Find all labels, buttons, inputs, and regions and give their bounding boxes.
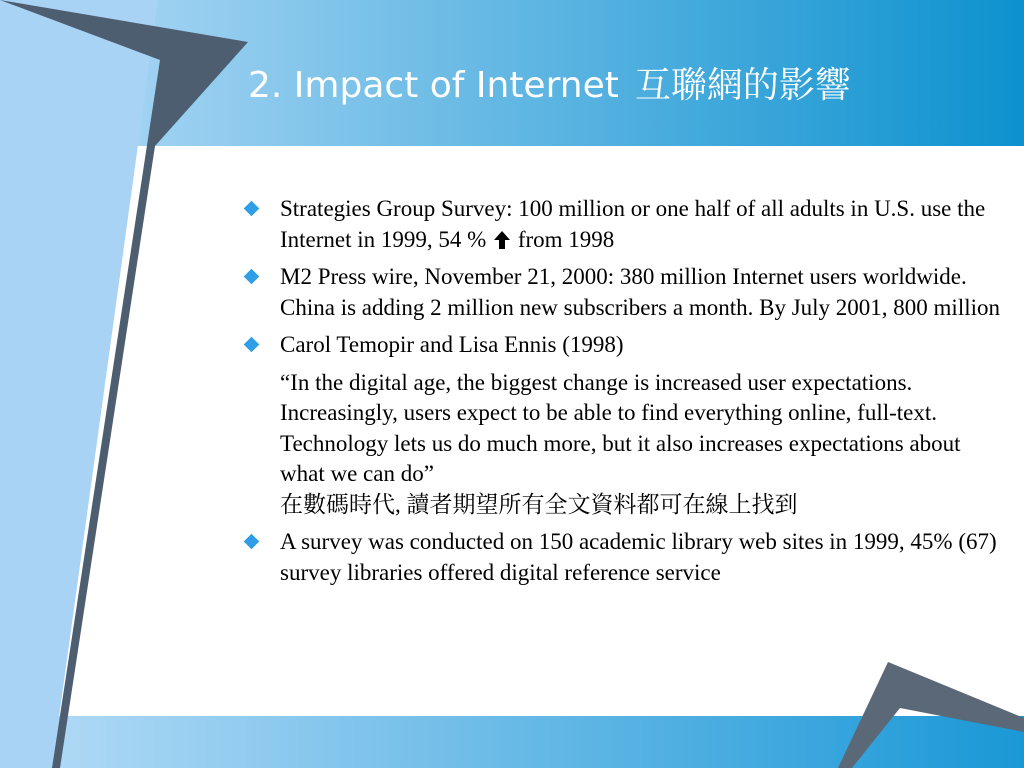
- quote-block: [244, 368, 1004, 521]
- quote-text: “In the digital age, the biggest change is increased user expectations. Increasingly, users expect to be able to find everything online, full-text. Technology lets us do much more, but it also increases expectations about what we can do”: [280, 369, 961, 486]
- bullet-1-text: Strategies Group Survey: 100 million or one half of all adults in U.S. use the Internet in 1999, 54 %: [280, 196, 986, 252]
- bullet-list: [244, 194, 1004, 595]
- bullet-1-text-end: from 1998: [517, 226, 615, 252]
- diamond-bullet-icon: [244, 337, 260, 353]
- bullet-4-text: A survey was conducted on 150 academic library web sites in 1999, 45% (67) survey libraries offered digital reference service: [280, 529, 997, 585]
- bullet-item-4: [244, 527, 1004, 588]
- title-text: 2. Impact of Internet: [248, 65, 619, 106]
- diamond-bullet-icon: [244, 201, 260, 217]
- bullet-2-text: M2 Press wire, November 21, 2000: 380 million Internet users worldwide. China is adding 2 million new subscribers a month. By July 2001, 800 million: [280, 264, 1000, 320]
- left-light-panel: [0, 0, 158, 768]
- slide-title: [248, 64, 1008, 107]
- bullet-3-text: Carol Temopir and Lisa Ennis (1998): [280, 332, 624, 357]
- quote-text-chinese: 在數碼時代, 讀者期望所有全文資料都可在線上找到: [280, 491, 798, 517]
- bullet-item-2: [244, 262, 1004, 323]
- bullet-item-1: [244, 194, 1004, 255]
- diamond-bullet-icon: [244, 269, 260, 285]
- up-arrow-icon: [494, 230, 510, 250]
- diamond-bullet-icon: [244, 534, 260, 550]
- bullet-item-3: [244, 330, 1004, 361]
- title-text-chinese: 互聯網的影響: [634, 65, 851, 106]
